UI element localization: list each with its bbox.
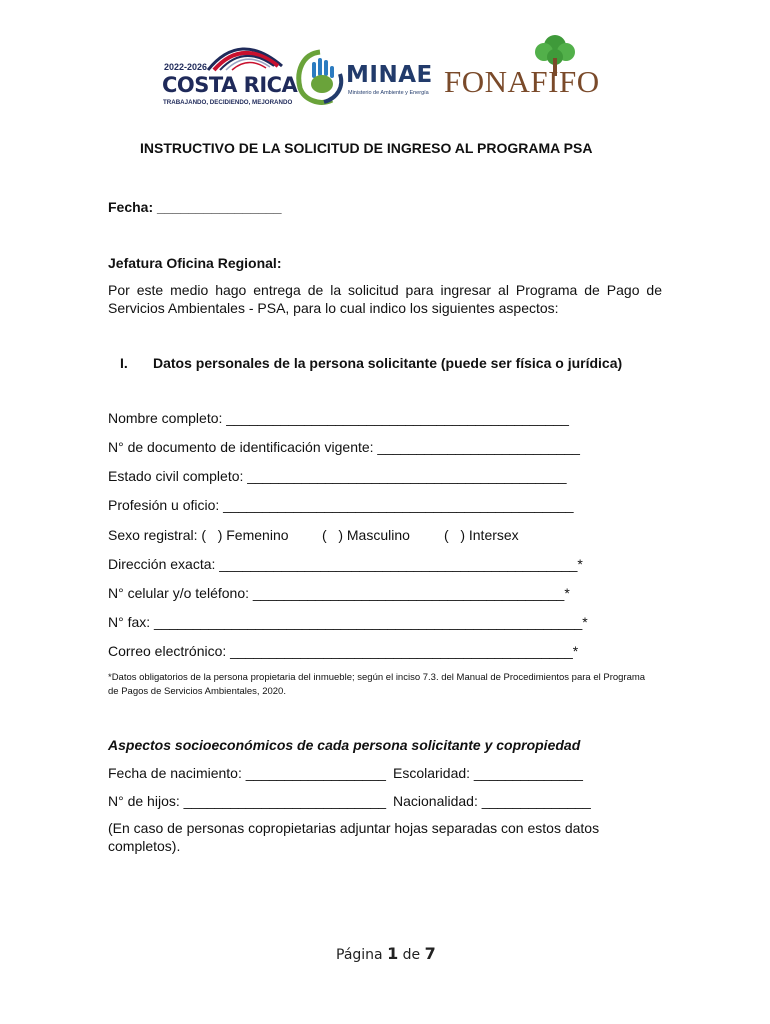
fax-field: N° fax: _______________________________________________________* [108,614,588,630]
minae-logo [292,40,442,110]
escolaridad-field: Escolaridad: ______________ [393,765,583,781]
minae-name: MINAE [346,62,433,88]
celular-field: N° celular y/o teléfono: ________________________________________* [108,585,570,601]
costa-rica-arc-icon [204,36,284,72]
page-total: 7 [424,944,436,963]
correo-field: Correo electrónico: ____________________________________________* [108,643,579,659]
sexo-intersex-option: ( ) Intersex [444,527,519,543]
direccion-field: Dirección exacta: ______________________________________________* [108,556,583,572]
fonafifo-name: FONAFIFO [444,64,600,99]
page-prefix: Página [336,947,383,963]
section1-heading: Datos personales de la persona solicitante (puede ser física o jurídica) [153,355,623,371]
document-title: INSTRUCTIVO DE LA SOLICITUD DE INGRESO AL PROGRAMA PSA [140,140,593,156]
nacionalidad-field: Nacionalidad: ______________ [393,793,591,809]
sexo-femenino-option: Sexo registral: ( ) Femenino [108,527,289,543]
minae-hand-icon [294,48,346,106]
copropietarias-note: (En caso de personas copropietarias adjuntar hojas separadas con estos datos completos). [108,820,600,854]
addressee: Jefatura Oficina Regional: [108,255,282,271]
costa-rica-years: 2022-2026 [164,62,208,72]
estado-civil-field: Estado civil completo: _________________________________________ [108,468,567,484]
fecha-field: Fecha: ________________ [108,199,282,215]
page-current: 1 [387,944,399,963]
page-of: de [402,947,421,963]
section2-heading: Aspectos socioeconómicos de cada persona solicitante y copropiedad [108,737,581,753]
nombre-field: Nombre completo: ____________________________________________ [108,410,569,426]
footnote: *Datos obligatorios de la persona propietaria del inmueble; según el inciso 7.3. del Manual de Procedimientos para el Programa de Pagos de Servicios Ambientales, 2020. [108,672,646,697]
sexo-masculino-option: ( ) Masculino [322,527,410,543]
minae-subtitle: Ministerio de Ambiente y Energía [348,90,429,96]
costa-rica-tagline: TRABAJANDO, DECIDIENDO, MEJORANDO [163,99,293,106]
documento-field: N° de documento de identificación vigente: __________________________ [108,439,580,455]
costa-rica-name: COSTA RICA [162,73,298,97]
costa-rica-logo [160,36,298,108]
profesion-field: Profesión u oficio: _____________________________________________ [108,497,574,513]
fonafifo-logo [444,32,610,108]
hijos-field: N° de hijos: __________________________ [108,793,387,809]
section1-number: I. [120,355,128,371]
page-number [336,944,436,963]
nacimiento-field: Fecha de nacimiento: __________________ [108,765,386,781]
intro-paragraph: Por este medio hago entrega de la solicitud para ingresar al Programa de Pago de Servicios Ambientales - PSA, para lo cual indico los siguientes aspectos: [108,282,662,316]
